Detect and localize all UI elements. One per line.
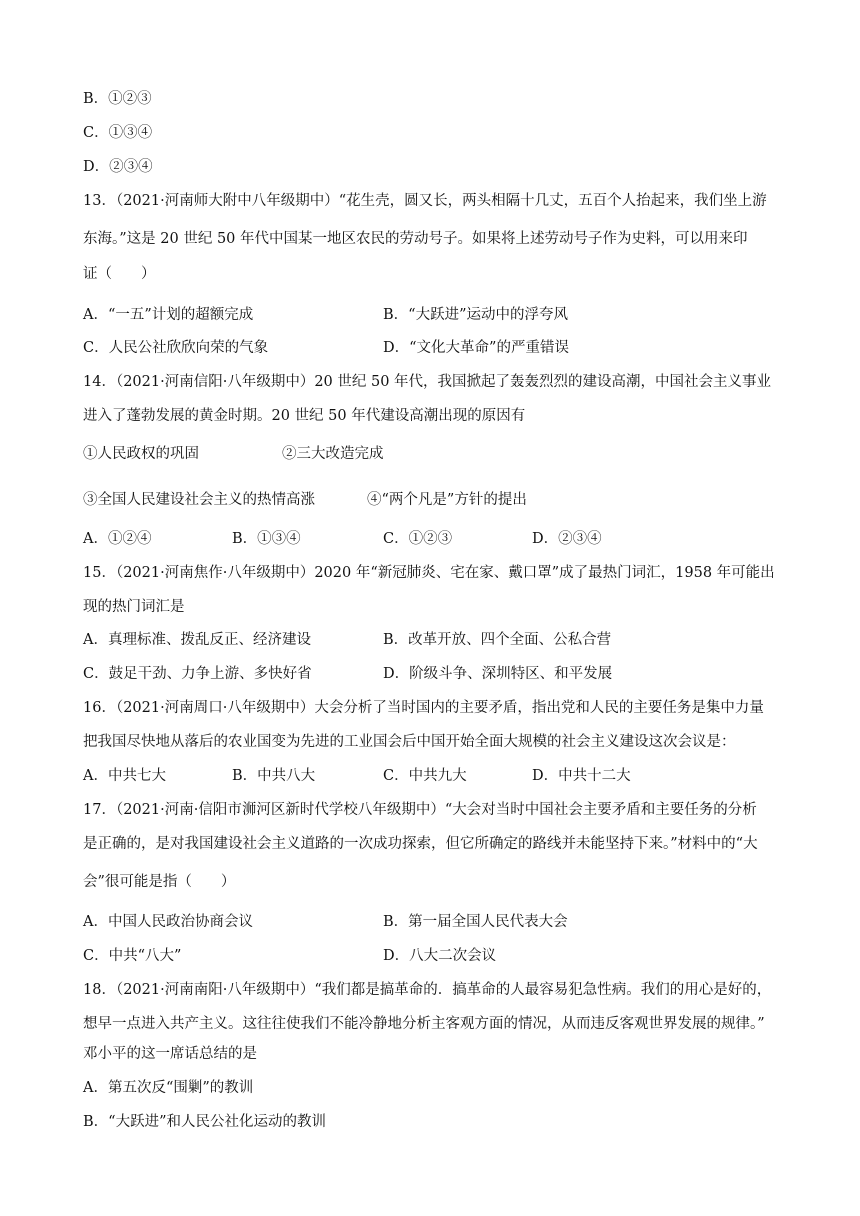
q17-option-a: A．中国人民政治协商会议 — [83, 914, 253, 930]
q14-stem-line1: 14．（2021·河南信阳·八年级期中）20 世纪 50 年代，我国掀起了轰轰烈烈的建设高潮，中国社会主义事业 — [83, 374, 772, 390]
prev-option-d: D．②③④ — [83, 159, 153, 175]
q15-option-d: D．阶级斗争、深圳特区、和平发展 — [383, 666, 613, 682]
q18-option-b: B．“大跃进”和人民公社化运动的教训 — [83, 1114, 326, 1130]
q14-option-d: D．②③④ — [532, 531, 602, 547]
prev-option-c: C．①③④ — [83, 125, 153, 141]
q13-option-a: A．“一五”计划的超额完成 — [83, 307, 254, 323]
q18-stem-line3: 邓小平的这一席话总结的是 — [83, 1046, 257, 1062]
q14-item-3: ③全国人民建设社会主义的热情高涨 — [83, 492, 315, 508]
q13-option-d: D．“文化大革命”的严重错误 — [383, 340, 569, 356]
q18-stem-line2: 想早一点进入共产主义。这往往使我们不能冷静地分析主客观方面的情况，从而违反客观世界发展的规律。” — [83, 1016, 765, 1032]
q13-option-c: C．人民公社欣欣向荣的气象 — [83, 340, 269, 356]
q14-item-4: ④“两个凡是”方针的提出 — [367, 492, 527, 508]
q16-option-c: C．中共九大 — [383, 768, 467, 784]
q14-item-1: ①人民政权的巩固 — [83, 446, 199, 462]
q16-option-b: B．中共八大 — [232, 768, 316, 784]
q16-stem-line1: 16．（2021·河南周口·八年级期中）大会分析了当时国内的主要矛盾，指出党和人民的主要任务是集中力量 — [83, 700, 764, 716]
q15-option-b: B．改革开放、四个全面、公私合营 — [383, 632, 612, 648]
q13-stem-line3: 证（ ） — [83, 266, 156, 282]
q15-stem-line2: 现的热门词汇是 — [83, 599, 185, 615]
q13-stem-line1: 13．（2021·河南师大附中八年级期中）“花生壳，圆又长，两头相隔十几丈，五百个人抬起来，我们坐上游 — [83, 193, 767, 209]
q14-option-c: C．①②③ — [383, 531, 453, 547]
q15-option-a: A．真理标准、拨乱反正、经济建设 — [83, 632, 311, 648]
q16-option-a: A．中共七大 — [83, 768, 166, 784]
q18-option-a: A．第五次反“围剿”的教训 — [83, 1080, 254, 1096]
q17-stem-line2: 是正确的，是对我国建设社会主义道路的一次成功探索，但它所确定的路线并未能坚持下来。”材料中的“大 — [83, 836, 758, 852]
q14-option-b: B．①③④ — [232, 531, 301, 547]
q17-stem-line1: 17．（2021·河南·信阳市浉河区新时代学校八年级期中）“大会对当时中国社会主要矛盾和主要任务的分析 — [83, 802, 757, 818]
q13-option-b: B．“大跃进”运动中的浮夸风 — [383, 307, 568, 323]
q17-option-c: C．中共“八大” — [83, 948, 182, 964]
q13-stem-line2: 东海。”这是 20 世纪 50 年代中国某一地区农民的劳动号子。如果将上述劳动号子作为史料，可以用来印 — [83, 231, 748, 247]
q17-option-b: B．第一届全国人民代表大会 — [383, 914, 568, 930]
q16-option-d: D．中共十二大 — [532, 768, 631, 784]
q18-stem-line1: 18．（2021·河南南阳·八年级期中）“我们都是搞革命的．搞革命的人最容易犯急性病。我们的用心是好的， — [83, 982, 772, 998]
q15-stem-line1: 15．（2021·河南焦作·八年级期中）2020 年“新冠肺炎、宅在家、戴口罩”成了最热门词汇，1958 年可能出 — [83, 565, 775, 581]
prev-option-b: B．①②③ — [83, 91, 152, 107]
q14-option-a: A．①②④ — [83, 531, 152, 547]
q15-option-c: C．鼓足干劲、力争上游、多快好省 — [83, 666, 312, 682]
q17-option-d: D．八大二次会议 — [383, 948, 497, 964]
q17-stem-line3: 会”很可能是指（ ） — [83, 874, 236, 890]
q14-item-2: ②三大改造完成 — [282, 446, 384, 462]
q16-stem-line2: 把我国尽快地从落后的农业国变为先进的工业国会后中国开始全面大规模的社会主义建设这次会议是： — [83, 734, 736, 750]
q14-stem-line2: 进入了蓬勃发展的黄金时期。20 世纪 50 年代建设高潮出现的原因有 — [83, 408, 526, 424]
